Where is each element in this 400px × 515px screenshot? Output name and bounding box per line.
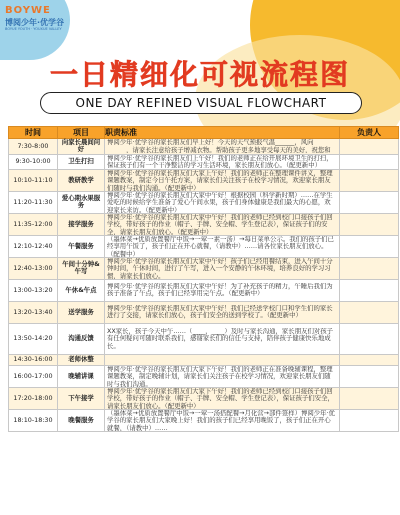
table-row: [9, 154, 399, 169]
table-row: [9, 301, 399, 323]
cell-standard: [105, 191, 340, 213]
cell-time-text: 18:10-18:30: [13, 415, 53, 424]
cell-item-text: 卫生打扫: [68, 157, 94, 166]
cell-time-text: 12:10-12:40: [13, 241, 53, 250]
cell-time-text: 11:20-11:30: [13, 197, 53, 206]
cell-standard-text: 博阅少年·优学谷的家长朋友们大家下午好！我们的老师已经到校门口接孩子们回学校，带好孩子的作业（帽子、手牌、安全帽、学生登记表），保证孩子们安全，请家长朋友们放心。（配更新中）: [107, 387, 334, 409]
header-item: 项目: [58, 127, 105, 139]
cell-item: [58, 387, 105, 409]
cell-standard: [105, 301, 340, 323]
cell-owner: [340, 354, 399, 365]
cell-owner: [340, 213, 399, 235]
cell-time-text: 11:35-12:00: [13, 219, 53, 228]
cell-item-text: 午餐服务: [68, 241, 94, 250]
cell-time-text: 17:20-18:00: [13, 393, 53, 402]
cell-time: [9, 154, 58, 169]
cell-item-text: 沟通反馈: [68, 334, 94, 343]
cell-standard: [105, 354, 340, 365]
cell-standard: [105, 279, 340, 301]
cell-standard: [105, 169, 340, 191]
cell-item-text: 晚辅讲课: [68, 371, 94, 380]
cell-time: [9, 409, 58, 431]
cell-time: [9, 323, 58, 354]
cell-standard: [105, 235, 340, 257]
cell-owner: [340, 191, 399, 213]
cell-standard-text: 博阅少年·优学谷的家长朋友们大家中午好！我们的老师已经到校门口接孩子们回学校，带好孩子的作业（帽子、手牌、安全帽、学生登记表），保证孩子们的安全，请家长朋友们放心。（配更新中）: [107, 213, 333, 235]
cell-item-text: 午间十分钟&午写: [62, 259, 100, 276]
table-row: [9, 279, 399, 301]
cell-time-text: 13:20-13:40: [13, 307, 53, 316]
cell-item-text: 爱心期水果服务: [61, 193, 101, 210]
cell-item: [58, 213, 105, 235]
cell-time: [9, 279, 58, 301]
table-row: [9, 409, 399, 431]
logo-en: BOYUE YOUTH · YOUXUE VALLEY: [5, 27, 62, 31]
cell-owner: [340, 169, 399, 191]
brand-logo: [5, 6, 75, 40]
cell-item-text: 向家长晨间问好: [61, 138, 101, 154]
cell-standard-text: 博阅少年·优学谷的家长朋友们大家中午好！为了补充孩子的精力，午睡后我们为孩子准备了午点，孩子们已经享用完午点。（配更新中）: [107, 282, 333, 298]
cell-owner: [340, 257, 399, 279]
cell-time-text: 14:30-16:00: [13, 355, 53, 364]
cell-time-text: 13:50-14:20: [13, 334, 53, 343]
cell-item-text: 下午接学: [68, 393, 94, 402]
cell-owner: [340, 139, 399, 155]
cell-owner: [340, 387, 399, 409]
cell-item: [58, 235, 105, 257]
cell-standard: [105, 154, 340, 169]
header-owner: 负责人: [340, 127, 399, 139]
table-row: [9, 257, 399, 279]
table-row: [9, 169, 399, 191]
cell-time-text: 10:10-11:10: [13, 175, 53, 184]
subtitle-pill: [40, 92, 362, 114]
cell-owner: [340, 323, 399, 354]
cell-standard-text: 博阅少年·优学谷的家长朋友们大家下午好！我们的老师正在准备晚辅课程，整理课题教案，制定晚辅计划，请家长们关注孩子在校学习情况，欢迎家长朋友们随时与我们沟通。: [107, 365, 333, 387]
cell-item-text: 老师休整: [68, 355, 94, 364]
cell-standard: [105, 387, 340, 409]
table-row: [9, 354, 399, 365]
cell-item: [58, 301, 105, 323]
cell-item-text: 接学服务: [68, 219, 94, 228]
cell-standard: [105, 365, 340, 387]
cell-time: [9, 191, 58, 213]
cell-item: [58, 169, 105, 191]
cell-standard-text: （墨体菜→优质放置餐厅中饭→一荤一素一汤）→每日菜单公示。我们的孩子们已经享用午饭了，孩子们正在开心就餐，（请教中）……请各位家长朋友们放心。（配餐中）: [107, 235, 334, 257]
cell-time: [9, 257, 58, 279]
table-header-row: [9, 127, 399, 139]
table-row: [9, 191, 399, 213]
cell-item: [58, 409, 105, 431]
header-time: 时间: [9, 127, 58, 139]
cell-time: [9, 387, 58, 409]
cell-item: [58, 191, 105, 213]
cell-time: [9, 235, 58, 257]
page-subtitle: ONE DAY REFINED VISUAL FLOWCHART: [75, 96, 327, 110]
cell-time: [9, 365, 58, 387]
cell-time-text: 9:30-10:00: [15, 157, 51, 166]
flow-table: [8, 126, 399, 432]
cell-time: [9, 354, 58, 365]
header-standard: 职责标准: [105, 127, 340, 139]
table-row: [9, 365, 399, 387]
cell-standard-text: 博阅少年·优学谷的家长朋友们大家中午好！根据校园（科学新时期）……在学生爱吃的时候给学生准备了爱心午间水果，孩子们身体健康是我们最大的心愿，欢迎家长来访。（配更新中）: [107, 191, 333, 213]
cell-owner: [340, 301, 399, 323]
cell-time: [9, 169, 58, 191]
logo-cn: 博阅少年·优学谷: [5, 18, 65, 27]
cell-owner: [340, 279, 399, 301]
cell-item-text: 午休&午点: [65, 285, 97, 294]
logo-mark: BOYWE: [5, 5, 51, 16]
table-row: [9, 323, 399, 354]
cell-time: [9, 213, 58, 235]
table-row: [9, 387, 399, 409]
cell-standard-text: （墨体菜→优质放置餐厅中饭→一荤一汤搭配餐→月化营→部件签样）博阅少年·优学谷的家长朋友们大家晚上好！我们的孩子们已经享用晚饭了，孩子们正在开心就餐，（请教中）……: [107, 409, 335, 431]
cell-time: [9, 301, 58, 323]
cell-standard: [105, 323, 340, 354]
cell-time-text: 7:30-8:00: [17, 141, 49, 150]
cell-standard-text: 博阅少年·优学谷的家长朋友们大家中午好！孩子们已经用餐结束，进入午间十分钟时间，午休时间，进行了午写，进入一个安静的午休环境，培养良好的学习习惯，请家长们放心。: [107, 257, 333, 279]
cell-owner: [340, 154, 399, 169]
page-title: 一日精细化可视流程图: [49, 58, 350, 91]
cell-time-text: 12:40-13:00: [13, 263, 53, 272]
cell-owner: [340, 365, 399, 387]
cell-item: [58, 365, 105, 387]
cell-standard: [105, 409, 340, 431]
table-row: [9, 139, 399, 155]
cell-standard: [105, 139, 340, 155]
cell-item: [58, 154, 105, 169]
table-row: [9, 213, 399, 235]
cell-time-text: 16:00-17:00: [13, 371, 53, 380]
cell-item: [58, 354, 105, 365]
cell-owner: [340, 409, 399, 431]
cell-standard-text: 博阅少年·优学谷的家长朋友们大家中午好！我们已经送学校门口和学生们的家长进行了交接，请家长们放心，孩子们安全的送到学校了。（配更新中）: [107, 304, 333, 320]
cell-standard-text: 博阅少年·优学谷的家长朋友们上午好！我们的老师正在给开展环境卫生的打扫，保证孩子们有一个干净整洁的学习生活环境，家长朋友们放心。（配更新中）: [107, 154, 333, 169]
cell-standard-text: XX家长，孩子今天中午……（____，____）及时与家长沟通，家长朋友们对孩子有任何疑问可随时联系我们，感谢家长们的信任与支持，陪伴孩子健康快乐地成长。: [107, 327, 334, 350]
cell-item-text: 教研教学: [68, 175, 94, 184]
cell-item: [58, 257, 105, 279]
cell-standard: [105, 257, 340, 279]
cell-standard: [105, 213, 340, 235]
cell-item-text: 送学服务: [68, 307, 94, 316]
table-row: [9, 235, 399, 257]
cell-standard-text: 博阅少年·优学谷的家长朋友们大家上午好！我们的老师正在整理课件讲义，整理课题教案，制定今日午托方案，请家长们关注孩子在校学习情况，欢迎家长朋友们随时与我们沟通。（配更新中）: [107, 169, 333, 191]
cell-owner: [340, 235, 399, 257]
cell-item: [58, 279, 105, 301]
cell-item: [58, 139, 105, 155]
cell-item: [58, 323, 105, 354]
cell-standard-text: 博阅少年·优学谷的家长朋友们早上好！今天的天气预报气温______，风向______，请家长注意给孩子增减衣物。帮助孩子更多地享受每天的美好，祝您和: [107, 139, 331, 154]
cell-time: [9, 139, 58, 155]
cell-item-text: 晚餐服务: [68, 415, 94, 424]
cell-time-text: 13:00-13:20: [13, 285, 53, 294]
